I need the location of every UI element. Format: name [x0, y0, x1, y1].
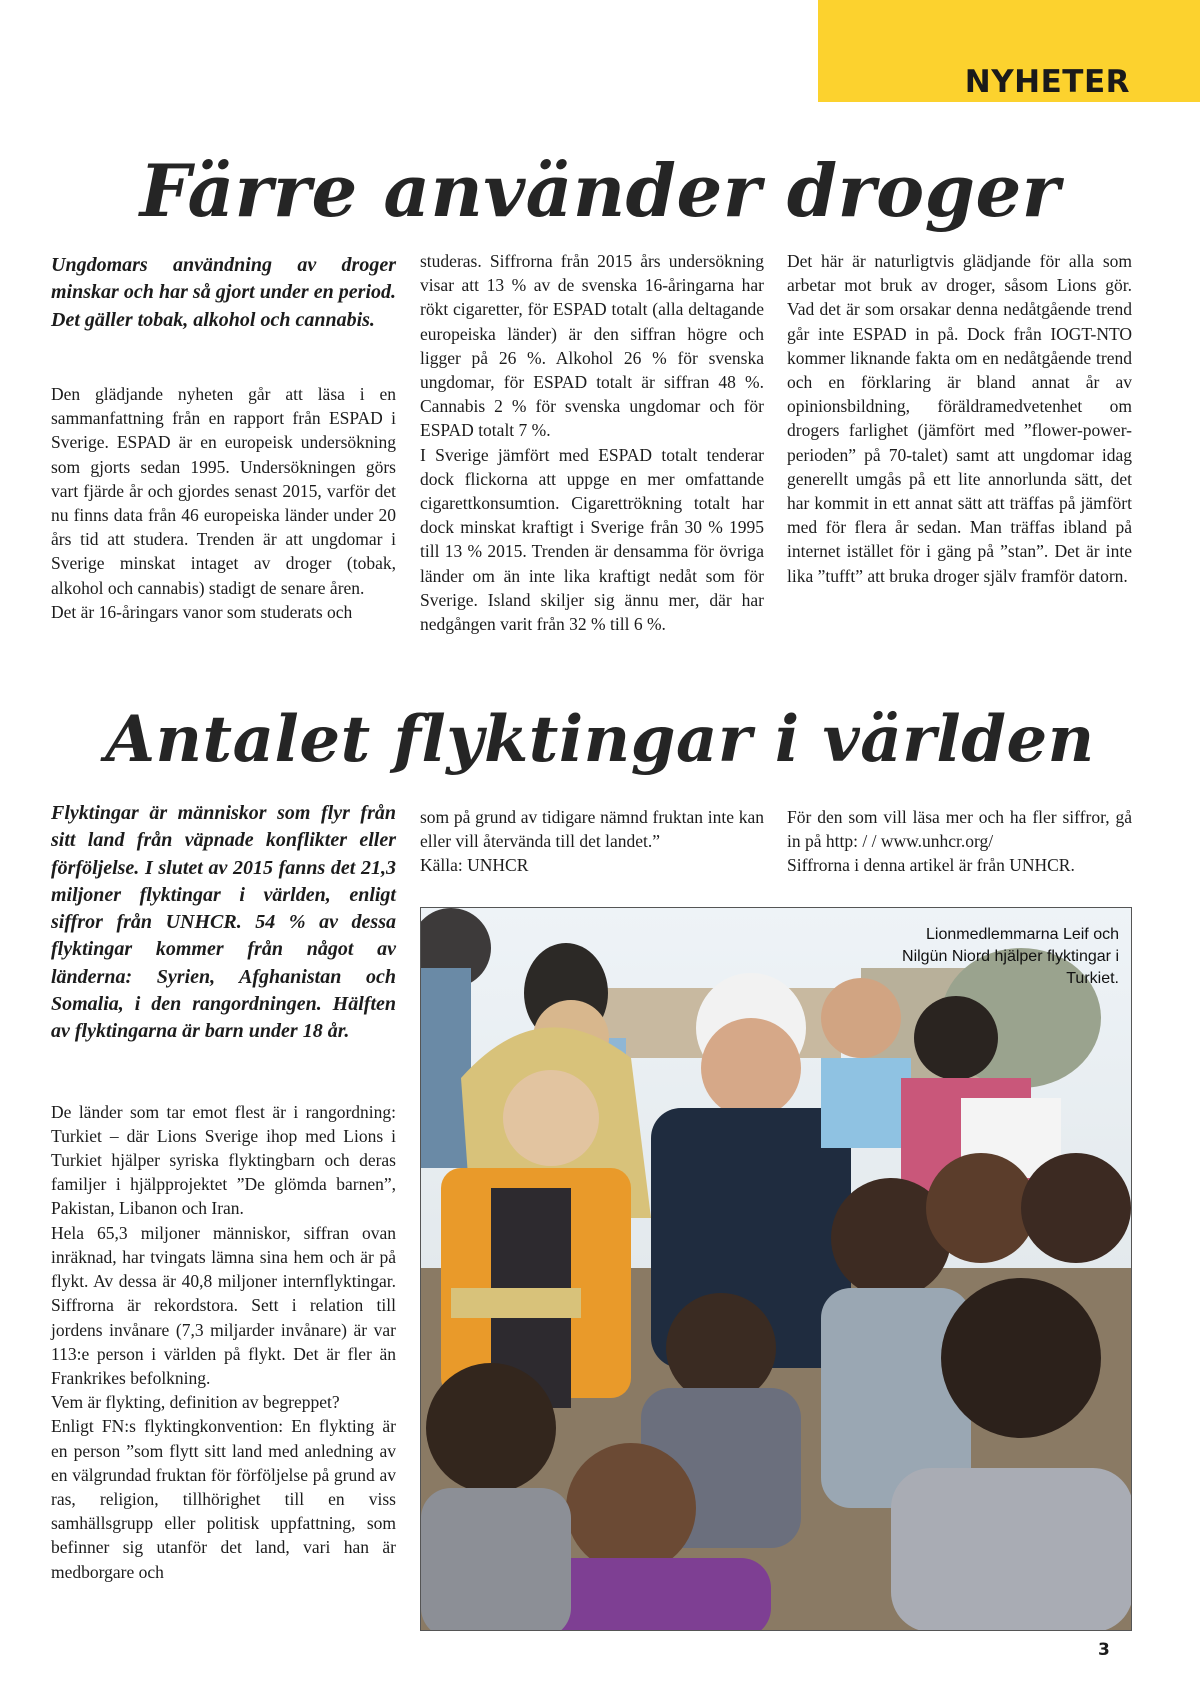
- section-label: NYHETER: [964, 64, 1130, 100]
- article2-column-3: [787, 805, 1132, 878]
- refugee-photo: [420, 907, 1132, 1631]
- article2-body-1: De länder som tar emot flest är i rangordning: Turkiet – där Lions Sverige ihop med Lions i Turkiet hjälper syriska flyktingbarn och deras familjer i hjälpprojektet ”De glömda barnen”, Pakistan, Libanon och Iran.: [51, 1101, 396, 1219]
- article2-body-3: Vem är flykting, definition av begreppet?: [51, 1392, 340, 1413]
- article1-title: Färre använder droger: [139, 148, 1061, 233]
- article2-body-4: Enligt FN:s flyktingkonvention: En flykting är en person ”som flytt sitt land med anledning av en välgrundad fruktan för förföljelse på grund av ras, religion, tillhörighet till en viss samhällsgrupp eller politisk uppfattning, som befinner sig utanför det land, vari han är medborgare och: [51, 1416, 396, 1582]
- article1-lead: Ungdomars användning av droger minskar och har så gjort under en period. Det gäller tobak, alkohol och cannabis.: [51, 254, 396, 331]
- article2-body-5: som på grund av tidigare nämnd fruktan inte kan eller vill återvända till det landet.”: [420, 807, 764, 852]
- page-number: 3: [1098, 1640, 1110, 1660]
- article1-body-2b: I Sverige jämfört med ESPAD totalt tenderar dock flickorna att uppge en mer omfattande cigarettkonsumtion. Cigarettrökning totalt har dock minskat kraftigt i Sverige från 30 % 1995 till 13 % 2015. Trenden är densamma för övriga länder om än inte lika kraftigt nedåt som för Sverige. Island skiljer sig ännu mer, där har nedgången varit från 32 % till 6 %.: [420, 444, 764, 635]
- article2-lead: Flyktingar är människor som flyr från sitt land från väpnade konflikter eller förföljelse. I slutet av 2015 fanns det 21,3 miljoner flyktingar i världen, enligt siffror från UNHCR. 54 % av dessa flyktingar kommer från något av länderna: Syrien, Afghanistan och Somalia, i den rangordningen. Hälften av flyktingarna är barn under 18 år.: [51, 802, 396, 1043]
- article1-column-2: [420, 249, 764, 636]
- article2-title: Antalet flyktingar i världen: [105, 702, 1095, 777]
- article2-body-2: Hela 65,3 miljoner människor, siffran ovan inräknad, har tvingats lämna sina hem och är på flykt. Av dessa är 40,8 miljoner internflyktingar. Siffrorna är rekordstora. Sett i relation till jordens invånare (7,3 miljarder invånare) är var 113:e person i världen på flykt. Det är fler än Frankrikes befolkning.: [51, 1222, 396, 1388]
- article2-column-2: [420, 805, 764, 878]
- article1-column-3: [787, 249, 1132, 588]
- article2-source: Källa: UNHCR: [420, 855, 529, 876]
- article2-note: Siffrorna i denna artikel är från UNHCR.: [787, 855, 1075, 876]
- photo-caption: Lionmedlemmarna Leif och Nilgün Niord hjälper flyktingar i Turkiet.: [902, 926, 1119, 987]
- article1-body-3: Det här är naturligtvis glädjande för alla som arbetar mot bruk av droger, såsom Lions gör. Vad det är som orsakar denna nedåtgående trend går inte ESPAD in på. Dock från IOGT-NTO kommer liknande fakta om en nedåtgående trend och en förklaring är bland annat år av opinionsbildning, föräldramedvetenhet om drogers farlighet (jämfört med ”flower-power-perioden” på 70-talet) samt att ungdomar idag generellt umgås på ett lite annorlunda sätt, det har kommit in ett annat sätt att träffas på jämfört med för flera år sedan. Man träffas ibland på internet istället för i gäng på ”stan”. Det är inte lika ”tufft” att bruka droger själv framför datorn.: [787, 251, 1132, 586]
- article2-link-text[interactable]: För den som vill läsa mer och ha fler siffror, gå in på http: / / www.unhcr.org/: [787, 807, 1132, 852]
- article1-column-1: [51, 252, 396, 624]
- article2-column-1: [51, 800, 396, 1584]
- refugee-photo-illustration: [421, 908, 1132, 1631]
- article1-body-1b: Det är 16-åringars vanor som studerats och: [51, 601, 353, 622]
- article1-body-1: Den glädjande nyheten går att läsa i en sammanfattning från en rapport från ESPAD i Sverige. ESPAD är en europeisk undersökning som gjorts sedan 1995. Undersökningen görs vart fjärde år och gjordes senast 2015, varför det nu finns data från 46 europeiska länder under 20 års tid att studera. Trenden är att ungdomar i Sverige minskat intaget av droger (tobak, alkohol och cannabis) stadigt de senare åren.: [51, 383, 396, 598]
- section-tab: [818, 0, 1200, 102]
- article1-body-2: studeras. Siffrorna från 2015 års undersökning visar att 13 % av de svenska 16-åringarna har rökt cigaretter, för ESPAD totalt (alla deltagande europeiska länder) är den siffran högre och ligger på 26 %. Alkohol 26 % för svenska ungdomar, för ESPAD totalt är siffran 48 %. Cannabis 2 % för svenska ungdomar och för ESPAD totalt 7 %.: [420, 251, 764, 441]
